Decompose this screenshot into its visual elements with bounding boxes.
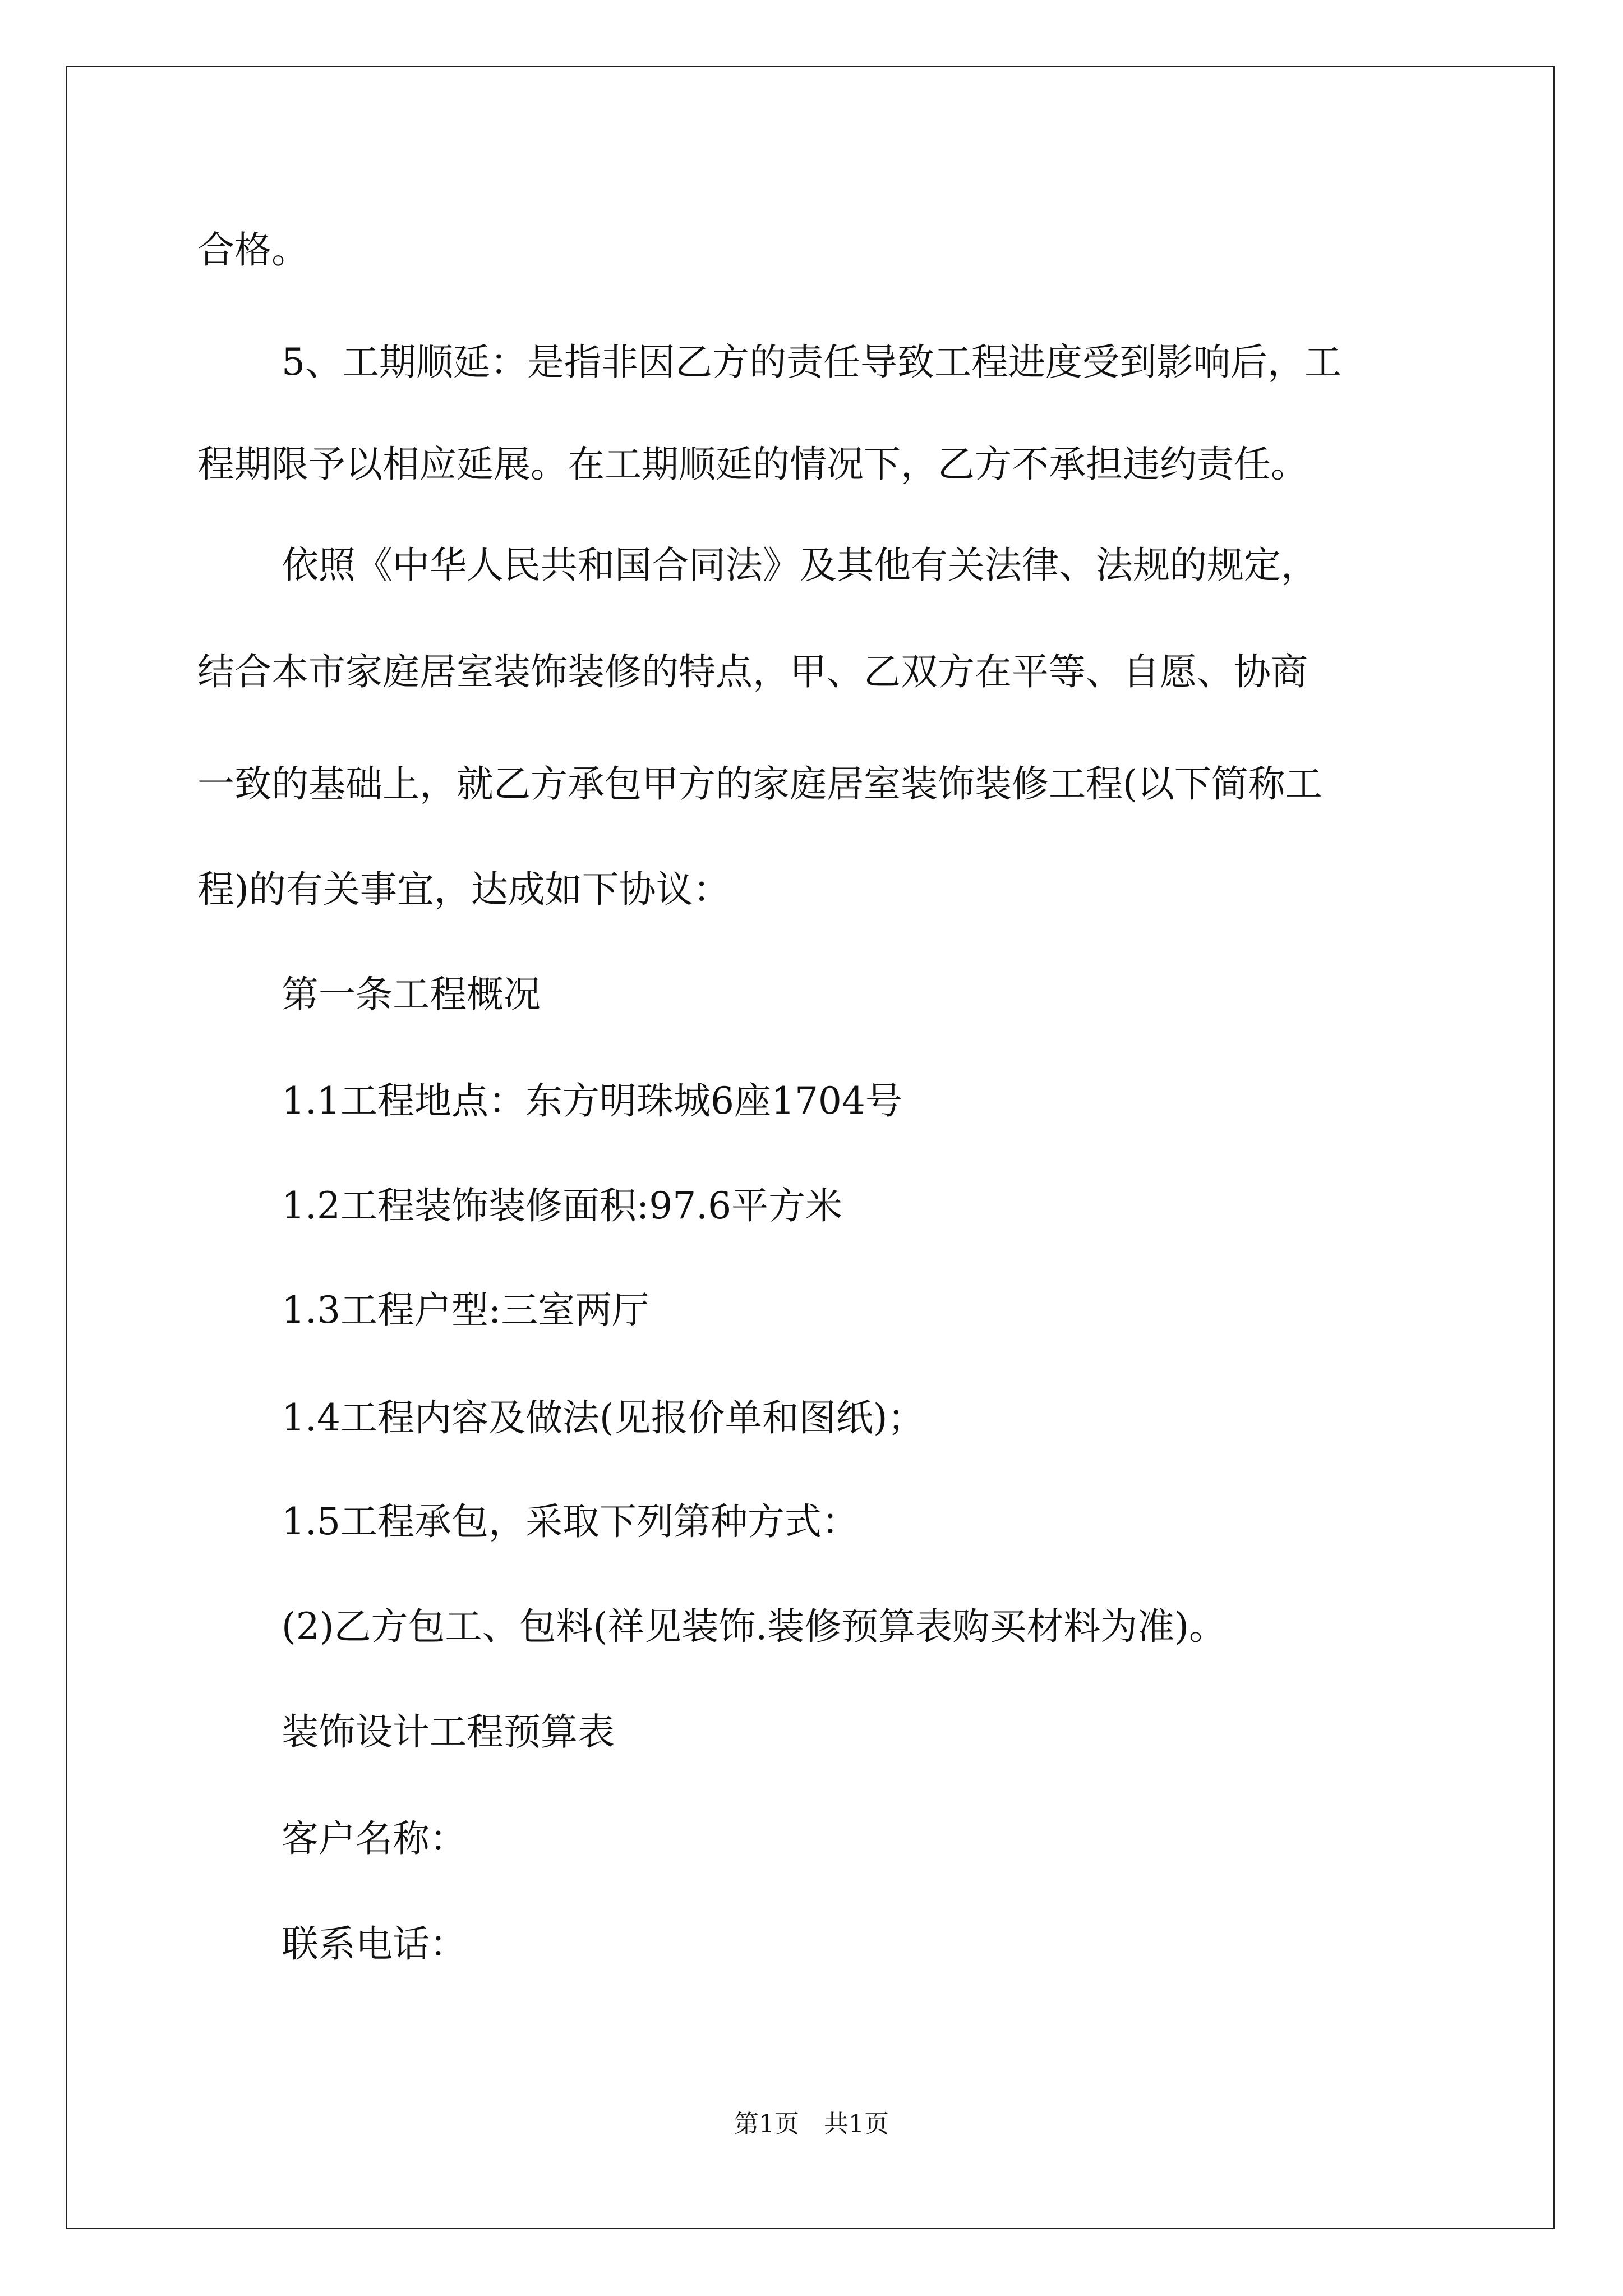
paragraph-line: 装饰设计工程预算表: [282, 1710, 615, 1754]
paragraph-line: (2)乙方包工、包料(祥见装饰.装修预算表购买材料为准)。: [282, 1605, 1226, 1648]
paragraph-line: 客户名称：: [282, 1817, 467, 1860]
paragraph-line: 程)的有关事宜，达成如下协议：: [197, 868, 730, 911]
paragraph-line: 5、工期顺延：是指非因乙方的责任导致工程进度受到影响后，工: [282, 341, 1341, 384]
paragraph-line: 1.3工程户型:三室两厅: [282, 1289, 649, 1332]
page-border: [66, 66, 1555, 2229]
paragraph-line: 1.4工程内容及做法(见报价单和图纸)；: [282, 1396, 925, 1439]
paragraph-line: 联系电话：: [282, 1922, 467, 1966]
paragraph-line: 1.2工程装饰装修面积:97.6平方米: [282, 1184, 843, 1227]
page-footer: 第1页 共1页: [734, 2110, 889, 2138]
paragraph-line: 结合本市家庭居室装饰装修的特点，甲、乙双方在平等、自愿、协商: [197, 650, 1308, 693]
paragraph-line: 一致的基础上，就乙方承包甲方的家庭居室装饰装修工程(以下简称工: [197, 762, 1322, 806]
paragraph-line: 1.5工程承包，采取下列第种方式：: [282, 1500, 859, 1543]
paragraph-line: 程期限予以相应延展。在工期顺延的情况下，乙方不承担违约责任。: [197, 443, 1308, 486]
section-heading: 第一条工程概况: [282, 973, 541, 1016]
paragraph-line: 依照《中华人民共和国合同法》及其他有关法律、法规的规定，: [282, 544, 1318, 587]
paragraph-line: 1.1工程地点：东方明珠城6座1704号: [282, 1079, 902, 1122]
paragraph-line: 合格。: [197, 228, 308, 272]
